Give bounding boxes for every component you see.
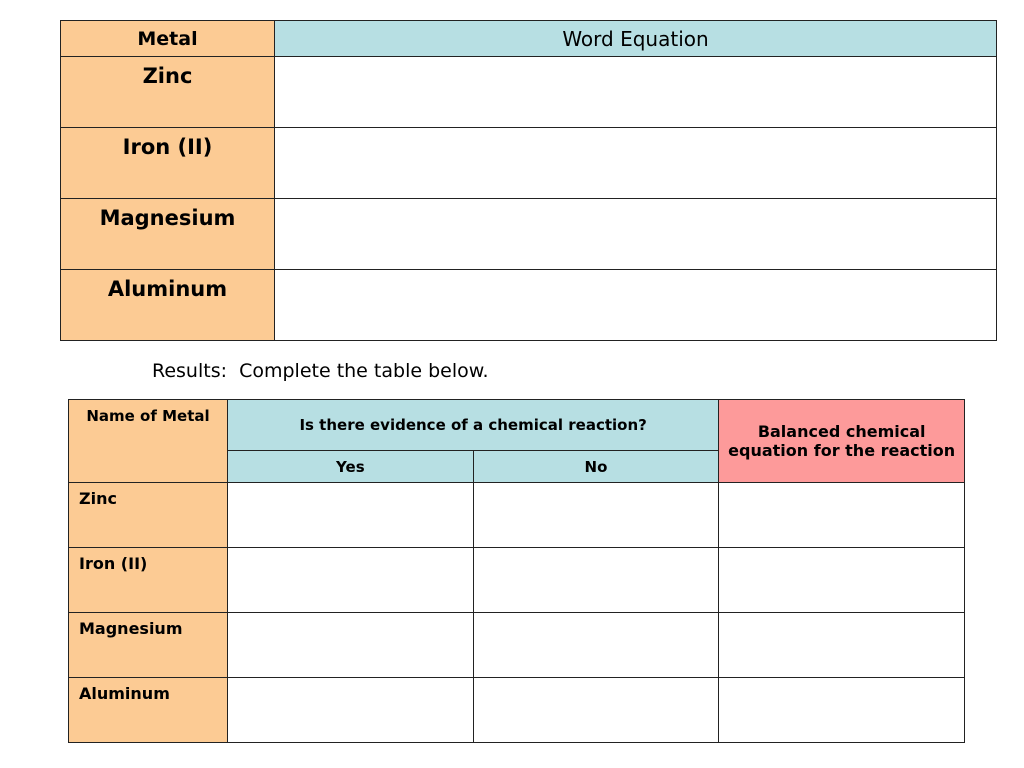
table-row (69, 613, 965, 678)
no-cell[interactable] (473, 678, 719, 743)
table-row (61, 57, 997, 128)
metal-name-cell: Aluminum (69, 678, 228, 743)
table-row (69, 483, 965, 548)
no-header: No (473, 451, 719, 483)
balanced-equation-cell[interactable] (719, 483, 965, 548)
metal-name-cell: Iron (II) (69, 548, 228, 613)
table-header-row (69, 400, 965, 451)
metal-header: Metal (61, 21, 275, 57)
balanced-equation-cell[interactable] (719, 678, 965, 743)
no-cell[interactable] (473, 613, 719, 678)
word-equation-table (60, 20, 997, 341)
word-equation-cell[interactable] (275, 199, 997, 270)
no-cell[interactable] (473, 483, 719, 548)
metal-name-cell: Magnesium (61, 199, 275, 270)
word-equation-header: Word Equation (275, 21, 997, 57)
table-row (69, 548, 965, 613)
word-equation-cell[interactable] (275, 57, 997, 128)
table-row (69, 678, 965, 743)
yes-cell[interactable] (228, 548, 474, 613)
yes-header: Yes (228, 451, 474, 483)
results-instruction: Results: Complete the table below. (152, 360, 489, 382)
metal-name-cell: Aluminum (61, 270, 275, 341)
balanced-equation-header: Balanced chemical equation for the reaction (719, 400, 965, 483)
word-equation-cell[interactable] (275, 128, 997, 199)
metal-name-cell: Iron (II) (61, 128, 275, 199)
yes-cell[interactable] (228, 678, 474, 743)
metal-name-cell: Zinc (69, 483, 228, 548)
evidence-header: Is there evidence of a chemical reaction? (228, 400, 719, 451)
yes-cell[interactable] (228, 613, 474, 678)
no-cell[interactable] (473, 548, 719, 613)
table-header-row (61, 21, 997, 57)
metal-name-cell: Zinc (61, 57, 275, 128)
word-equation-cell[interactable] (275, 270, 997, 341)
metal-name-cell: Magnesium (69, 613, 228, 678)
results-table (68, 399, 965, 743)
table-row (61, 128, 997, 199)
table-row (61, 270, 997, 341)
balanced-equation-cell[interactable] (719, 548, 965, 613)
table-row (61, 199, 997, 270)
name-of-metal-header: Name of Metal (69, 400, 228, 483)
balanced-equation-cell[interactable] (719, 613, 965, 678)
yes-cell[interactable] (228, 483, 474, 548)
